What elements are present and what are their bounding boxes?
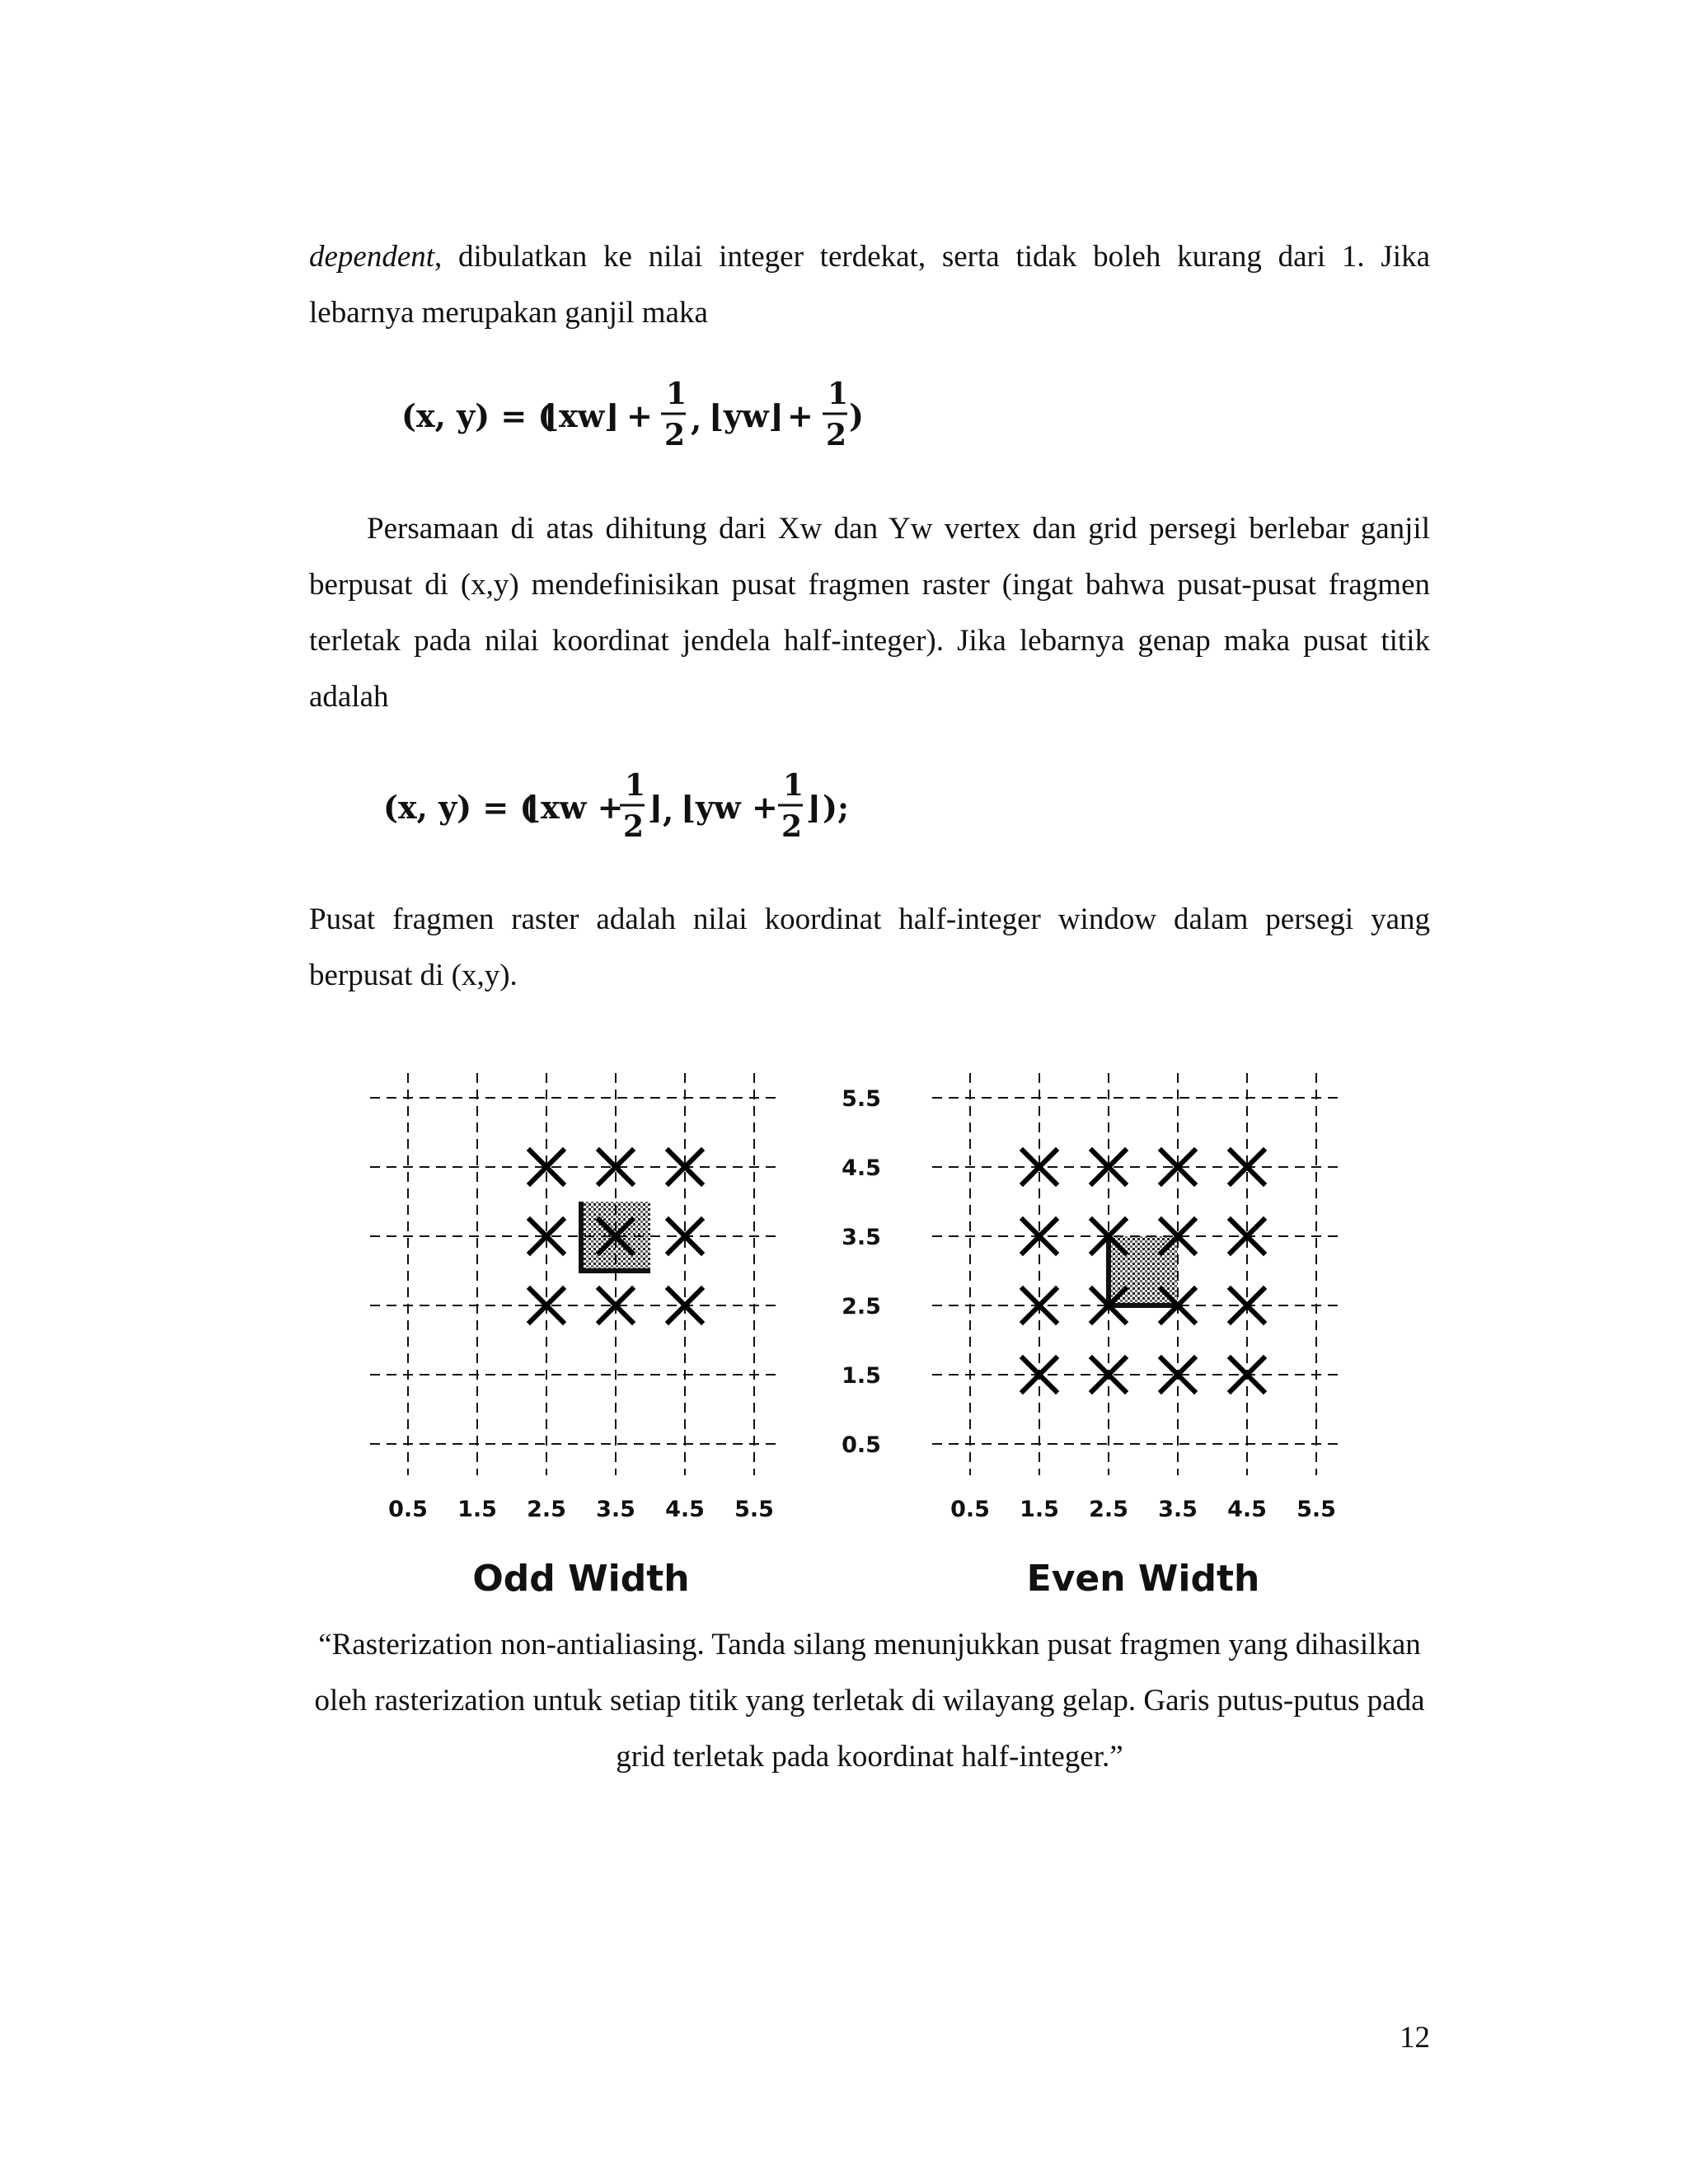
equation-odd-yw-floor: ⌊yw⌋: [709, 397, 784, 434]
even-width-x-tick-label: 4.5: [1227, 1497, 1267, 1522]
equation-even-yw: ⌊yw +: [681, 789, 778, 826]
equation-odd-frac2-num: 1: [828, 377, 849, 411]
equation-even-lhs: (x, y) = (: [383, 789, 535, 826]
paragraph-1: [309, 229, 1430, 341]
equation-even-width: [0, 762, 1688, 853]
odd-width-x-tick-label: 2.5: [527, 1497, 566, 1522]
equation-odd-lhs: (x, y) = (: [401, 397, 553, 434]
equation-odd-frac1-den: 2: [664, 418, 686, 452]
paragraph-3: Pusat fragmen raster adalah nilai koordinat half-integer window dalam persegi yang berpusat di (x,y).: [309, 902, 1430, 992]
equation-even-close: ⌋: [806, 789, 821, 826]
odd-width-x-tick-label: 1.5: [457, 1497, 497, 1522]
equation-even-frac1-num: 1: [625, 768, 646, 803]
equation-odd-frac1-num: 1: [666, 377, 687, 411]
even-width-x-tick-label: 2.5: [1089, 1497, 1128, 1522]
equation-even-close-paren: );: [823, 789, 850, 826]
even-width-x-tick-label: 3.5: [1158, 1497, 1198, 1522]
equation-even-frac1-den: 2: [623, 809, 645, 844]
even-width-x-tick-label: 1.5: [1020, 1497, 1059, 1522]
equation-odd-comma: ,: [691, 401, 702, 438]
equation-even-frac2-den: 2: [781, 809, 803, 844]
italic-term: dependent: [309, 240, 435, 274]
y-tick-label: 5.5: [842, 1086, 881, 1112]
even-width-panel: [932, 1073, 1344, 1599]
odd-width-x-tick-label: 3.5: [596, 1497, 635, 1522]
page-number: 12: [1400, 2021, 1430, 2055]
odd-width-title: Odd Width: [472, 1558, 690, 1599]
equation-odd-frac2-den: 2: [826, 418, 847, 452]
equation-odd-plus-1: +: [626, 397, 653, 434]
odd-width-panel: [370, 1073, 782, 1599]
equation-odd-plus-2: +: [787, 397, 814, 434]
y-axis-tick-labels: [842, 1086, 881, 1458]
even-width-title: Even Width: [1026, 1558, 1260, 1599]
y-tick-label: 4.5: [842, 1155, 881, 1181]
paragraph-1-text: , dibulatkan ke nilai integer terdekat, serta tidak boleh kurang dari 1. Jika lebarnya merupakan ganjil maka: [309, 240, 1430, 330]
equation-odd-xw-floor: ⌊xw⌋: [544, 397, 620, 434]
y-tick-label: 2.5: [842, 1294, 881, 1319]
even-width-x-tick-label: 0.5: [950, 1497, 990, 1522]
rasterization-figure: [346, 1055, 1385, 1599]
equation-even-xw: ⌊xw +: [526, 789, 624, 826]
odd-width-x-tick-label: 5.5: [734, 1497, 774, 1522]
y-tick-label: 1.5: [842, 1363, 881, 1389]
equation-even-floor-close-1: ⌋: [648, 789, 663, 826]
even-width-x-tick-label: 5.5: [1296, 1497, 1336, 1522]
odd-width-x-tick-label: 0.5: [388, 1497, 428, 1522]
equation-odd-width: [0, 371, 1688, 462]
equation-odd-close: ): [849, 397, 864, 434]
odd-width-x-tick-label: 4.5: [665, 1497, 705, 1522]
equation-even-comma: ,: [663, 792, 674, 829]
paragraph-2: Persamaan di atas dihitung dari Xw dan Yw vertex dan grid persegi berlebar ganjil berpusat di (x,y) mendefinisikan pusat fragmen raster (ingat bahwa pusat-pusat fragmen terletak pada nilai koordinat jendela half-integer). Jika lebarnya genap maka pusat titik adalah: [309, 512, 1430, 714]
y-tick-label: 0.5: [842, 1432, 881, 1458]
equation-even-frac2-num: 1: [783, 768, 804, 803]
y-tick-label: 3.5: [842, 1225, 881, 1250]
figure-caption: “Rasterization non-antialiasing. Tanda silang menunjukkan pusat fragmen yang dihasilkan oleh rasterization untuk setiap titik yang terletak di wilayang gelap. Garis putus-putus pada grid terletak pada koordinat half-integer.”: [314, 1628, 1425, 1774]
